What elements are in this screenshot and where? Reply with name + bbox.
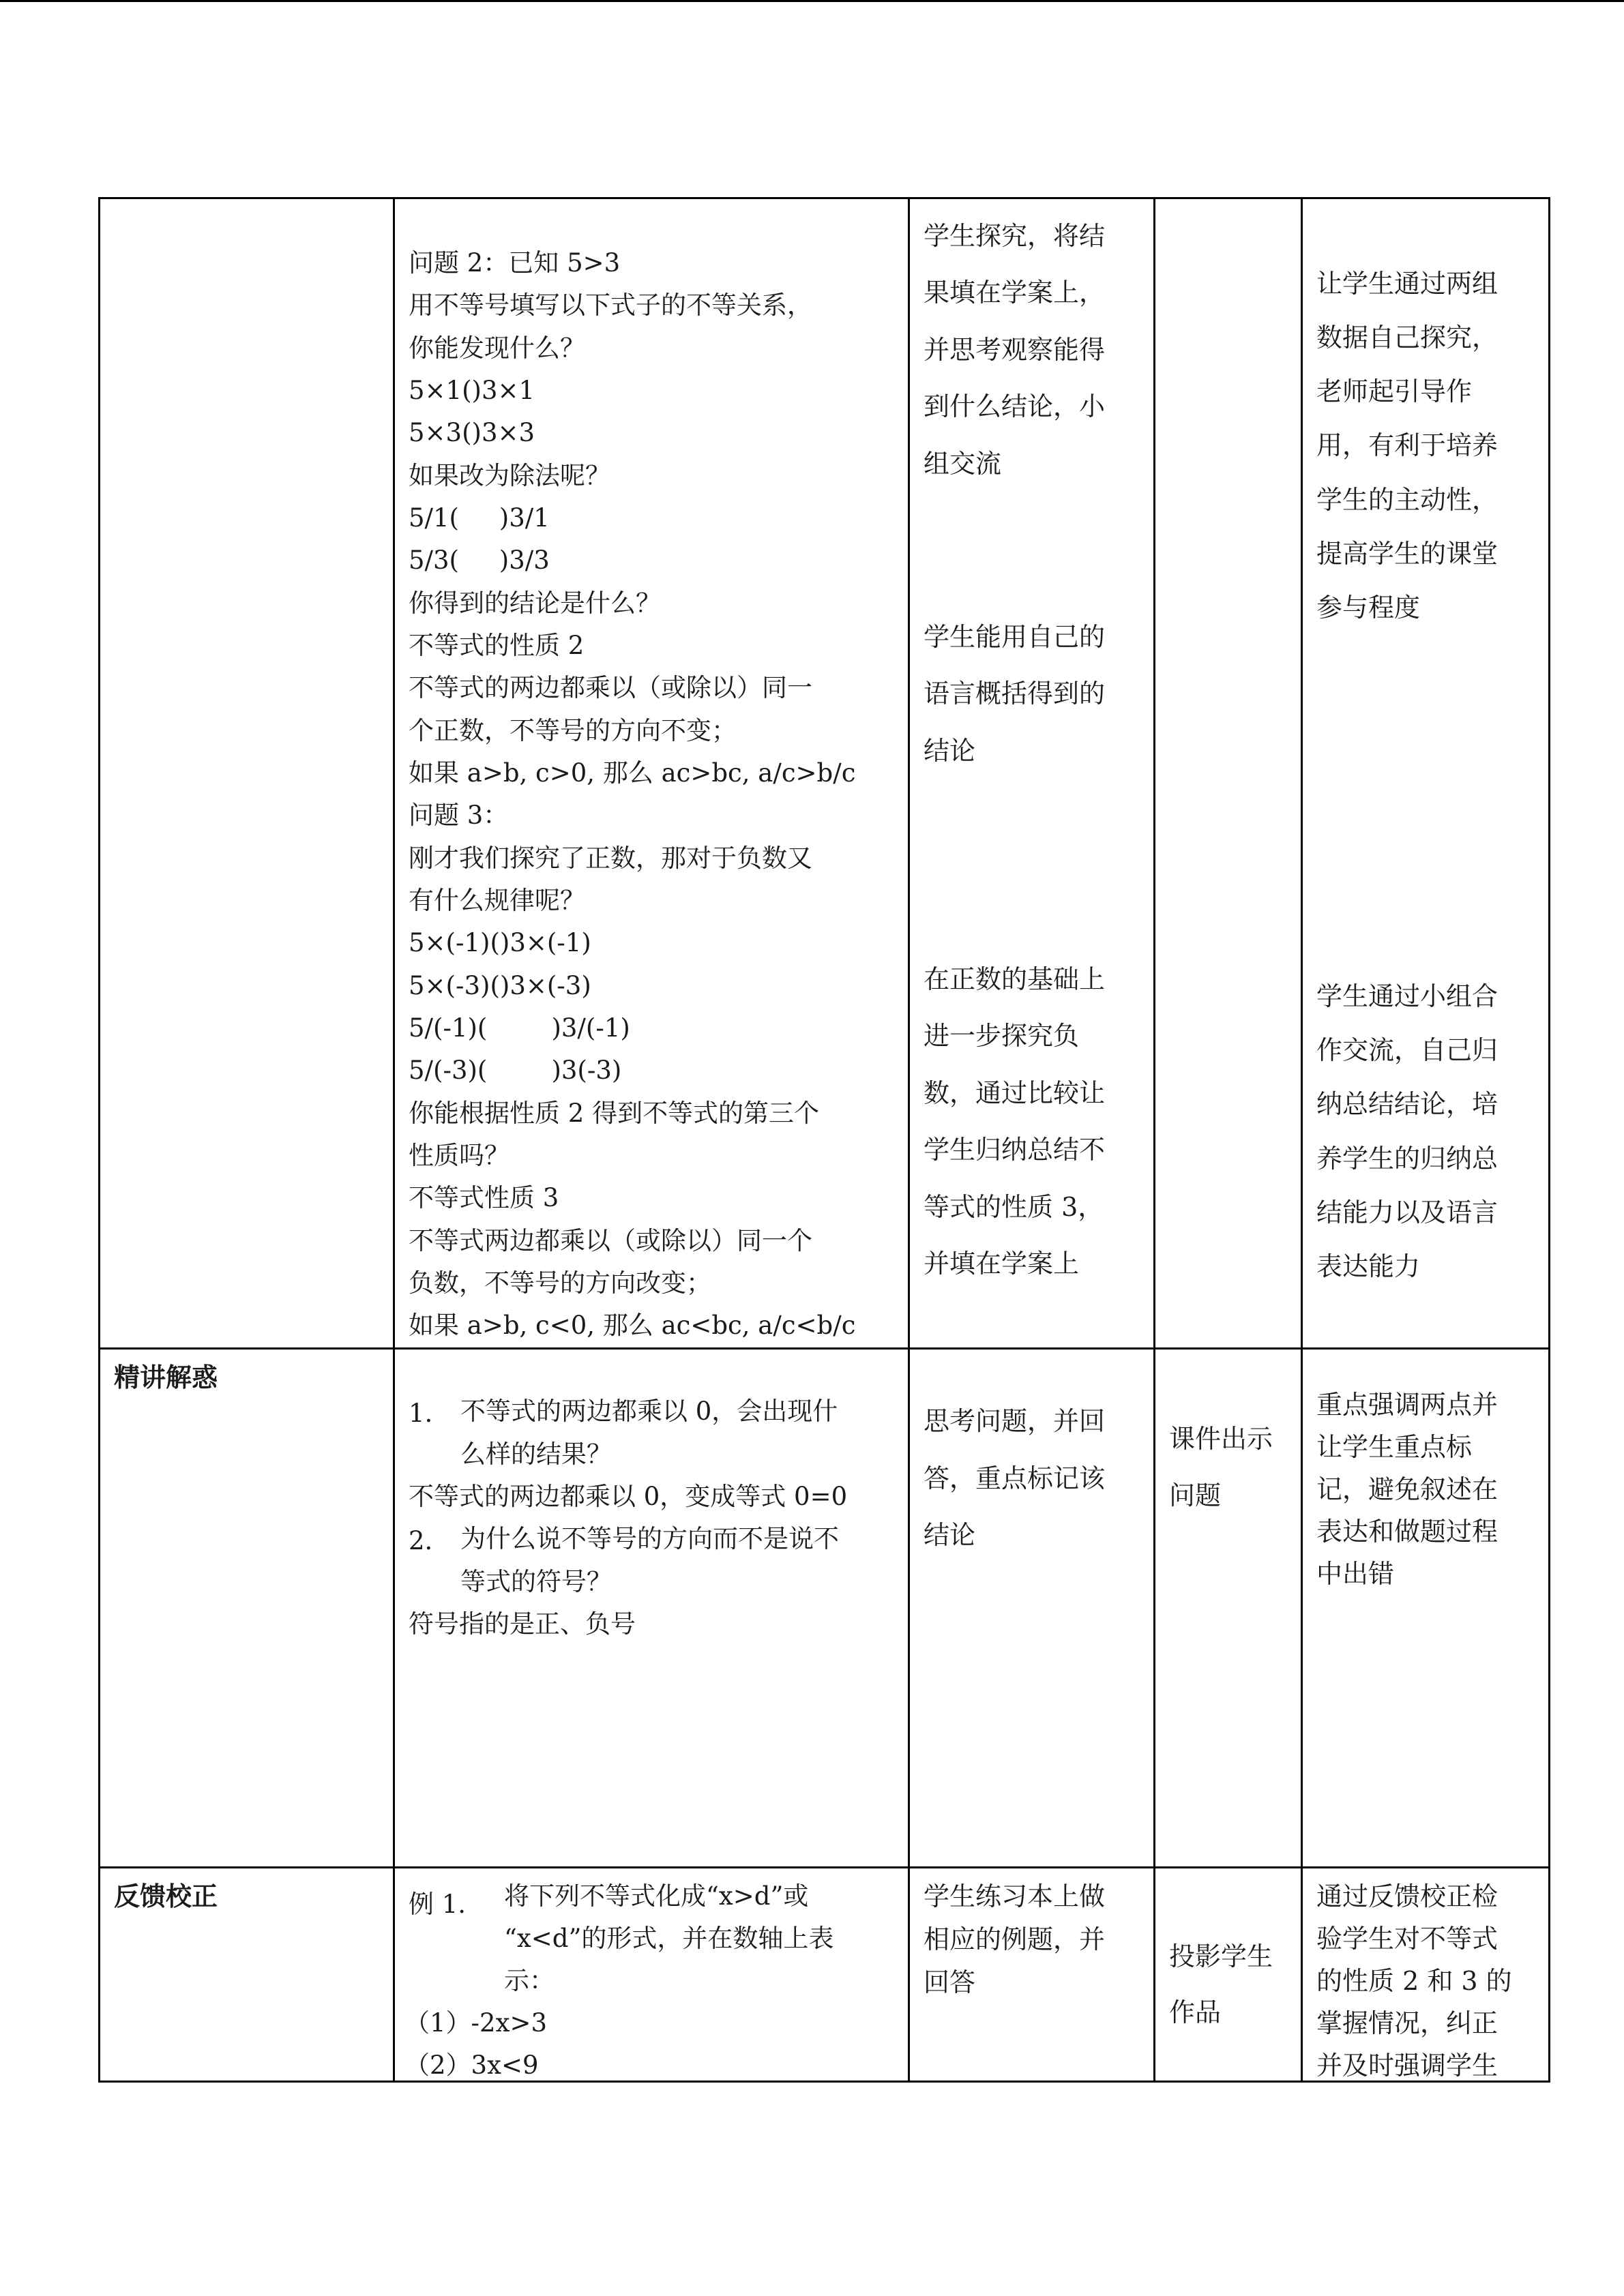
answer-line: 符号指的是正、负号	[409, 1609, 636, 1639]
question-number: 1.	[409, 1399, 433, 1428]
student-line: 回答	[924, 1967, 976, 1997]
purpose-cell	[1302, 198, 1550, 1349]
content-line: 问题 2：已知 5>3	[409, 248, 621, 278]
student-line: 组交流	[924, 449, 1002, 479]
student-line: 并思考观察能得	[924, 335, 1106, 365]
purpose-line: 中出错	[1316, 1559, 1395, 1589]
table-row-explanation	[100, 1349, 1550, 1868]
student-line: 答，重点标记该	[924, 1463, 1106, 1493]
purpose-line: 并及时强调学生	[1316, 2051, 1498, 2081]
content-line: 5×(-1)()3×(-1)	[409, 928, 591, 957]
content-lines	[395, 199, 908, 1347]
content-line: 如果 a>b, c<0, 那么 ac<bc, a/c<b/c	[409, 1311, 856, 1340]
student-activity-lines	[910, 199, 1153, 1347]
content-line: 个正数，不等号的方向不变；	[409, 716, 737, 745]
purpose-line: 数据自己探究，	[1316, 323, 1498, 353]
content-line: 如果 a>b, c>0, 那么 ac>bc, a/c>b/c	[409, 758, 856, 788]
student-line: 数，通过比较让	[924, 1078, 1106, 1108]
student-line: 学生练习本上做	[924, 1881, 1106, 1911]
purpose-line: 重点强调两点并	[1316, 1390, 1498, 1420]
purpose-line: 验学生对不等式	[1316, 1924, 1498, 1954]
purpose-lines	[1303, 1350, 1548, 1866]
content-line: 5/(-1)( )3/(-1)	[409, 1013, 630, 1043]
student-line: 果填在学案上，	[924, 278, 1106, 308]
content-line: 5×1()3×1	[409, 376, 535, 405]
stage-label: 反馈校正	[114, 1881, 218, 1911]
content-line: 用不等号填写以下式子的不等关系，	[409, 290, 812, 320]
purpose-line: 的性质 2 和 3 的	[1316, 1966, 1512, 1996]
student-line: 到什么结论，小	[924, 391, 1106, 421]
content-line: 性质吗？	[409, 1141, 510, 1170]
purpose-line: 让学生重点标	[1316, 1432, 1473, 1462]
content-cell	[394, 1868, 909, 2082]
student-line: 结论	[924, 1520, 976, 1550]
content-line: 负数，不等号的方向改变；	[409, 1268, 711, 1298]
page-top-border	[0, 0, 1624, 2]
content-line: 不等式两边都乘以（或除以）同一个	[409, 1226, 812, 1255]
media-cell	[1155, 1349, 1302, 1868]
media-line: 作品	[1169, 1997, 1222, 2027]
table-row-feedback	[100, 1868, 1550, 2082]
stage-label: 精讲解惑	[114, 1362, 218, 1392]
purpose-line: 提高学生的课堂	[1316, 539, 1498, 569]
content-line: 有什么规律呢？	[409, 886, 585, 915]
student-activity-cell	[909, 1349, 1155, 1868]
content-line: 刚才我们探究了正数，那对于负数又	[409, 844, 812, 873]
example-item: （2）3x<9	[404, 2051, 539, 2080]
purpose-line: 老师起引导作	[1316, 376, 1473, 406]
media-line: 课件出示	[1169, 1424, 1273, 1454]
purpose-line: 记，避免叙述在	[1316, 1474, 1498, 1504]
content-line: 问题 3：	[409, 801, 509, 830]
student-line: 并填在学案上	[924, 1249, 1080, 1279]
purpose-cell	[1302, 1349, 1550, 1868]
content-line: 不等式的性质 2	[409, 631, 585, 660]
content-lines	[395, 1350, 908, 1866]
student-line: 学生归纳总结不	[924, 1135, 1106, 1165]
purpose-line: 用，有利于培养	[1316, 430, 1498, 460]
purpose-lines	[1303, 199, 1548, 1347]
content-line: 5×3()3×3	[409, 418, 535, 447]
table-row-exploration	[100, 198, 1550, 1349]
content-lines	[395, 1868, 908, 2081]
example-line: 将下列不等式化成“x>d”或	[504, 1881, 809, 1911]
student-line: 学生能用自己的	[924, 622, 1106, 652]
purpose-line: 表达和做题过程	[1316, 1517, 1498, 1547]
content-line: 不等式的两边都乘以（或除以）同一	[409, 673, 812, 702]
student-activity-lines	[910, 1868, 1153, 2081]
student-line: 语言概括得到的	[924, 679, 1106, 709]
example-label: 例 1.	[409, 1890, 467, 1919]
lesson-plan-table	[98, 197, 1550, 2083]
purpose-lines	[1303, 1868, 1548, 2081]
media-lines	[1155, 1868, 1301, 2081]
content-line: 你能根据性质 2 得到不等式的第三个	[409, 1099, 820, 1128]
content-line: 5/(-3)( )3(-3)	[409, 1056, 622, 1085]
question-line: 等式的符号？	[460, 1567, 612, 1596]
example-line: “x<d”的形式，并在数轴上表	[504, 1924, 834, 1953]
student-line: 思考问题，并回	[924, 1406, 1106, 1436]
purpose-line: 让学生通过两组	[1316, 269, 1498, 299]
media-cell-empty	[1155, 198, 1302, 1349]
purpose-line: 参与程度	[1316, 593, 1421, 623]
student-line: 等式的性质 3，	[924, 1192, 1104, 1222]
stage-cell	[100, 1868, 394, 2082]
purpose-line: 表达能力	[1316, 1251, 1421, 1281]
stage-cell-empty	[100, 198, 394, 1349]
question-line: 不等式的两边都乘以 0，会出现什	[460, 1397, 838, 1426]
media-line: 问题	[1169, 1480, 1222, 1510]
purpose-line: 掌握情况，纠正	[1316, 2008, 1498, 2038]
content-line: 如果改为除法呢？	[409, 461, 610, 490]
purpose-line: 结能力以及语言	[1316, 1197, 1498, 1227]
media-lines	[1155, 1350, 1301, 1866]
example-line: 示：	[504, 1966, 555, 1995]
student-activity-lines	[910, 1350, 1153, 1866]
content-line: 5/3( )3/3	[409, 546, 550, 575]
purpose-line: 通过反馈校正检	[1316, 1881, 1498, 1911]
question-line: 为什么说不等号的方向而不是说不	[460, 1524, 839, 1553]
purpose-line: 作交流，自己归	[1316, 1035, 1498, 1065]
content-line: 你能发现什么？	[409, 333, 585, 363]
content-line: 你得到的结论是什么？	[409, 588, 661, 618]
media-cell	[1155, 1868, 1302, 2082]
content-line: 5/1( )3/1	[409, 503, 550, 533]
student-line: 学生探究，将结	[924, 221, 1106, 251]
student-line: 相应的例题，并	[924, 1924, 1106, 1954]
purpose-line: 学生的主动性，	[1316, 485, 1498, 515]
student-line: 进一步探究负	[924, 1021, 1080, 1051]
purpose-line: 纳总结结论，培	[1316, 1089, 1498, 1119]
purpose-line: 养学生的归纳总	[1316, 1144, 1498, 1174]
question-line: 么样的结果？	[460, 1440, 612, 1469]
media-line: 投影学生	[1169, 1941, 1273, 1971]
answer-line: 不等式的两边都乘以 0，变成等式 0=0	[409, 1482, 848, 1511]
purpose-cell	[1302, 1868, 1550, 2082]
student-activity-cell	[909, 1868, 1155, 2082]
content-cell	[394, 198, 909, 1349]
purpose-line: 学生通过小组合	[1316, 981, 1498, 1011]
student-line: 在正数的基础上	[924, 964, 1106, 994]
content-line: 5×(-3)()3×(-3)	[409, 971, 591, 1000]
stage-cell	[100, 1349, 394, 1868]
content-line: 不等式性质 3	[409, 1183, 559, 1212]
question-number: 2.	[409, 1526, 433, 1555]
student-line: 结论	[924, 736, 976, 766]
example-item: （1）-2x>3	[404, 2008, 547, 2038]
student-activity-cell	[909, 198, 1155, 1349]
content-cell	[394, 1349, 909, 1868]
